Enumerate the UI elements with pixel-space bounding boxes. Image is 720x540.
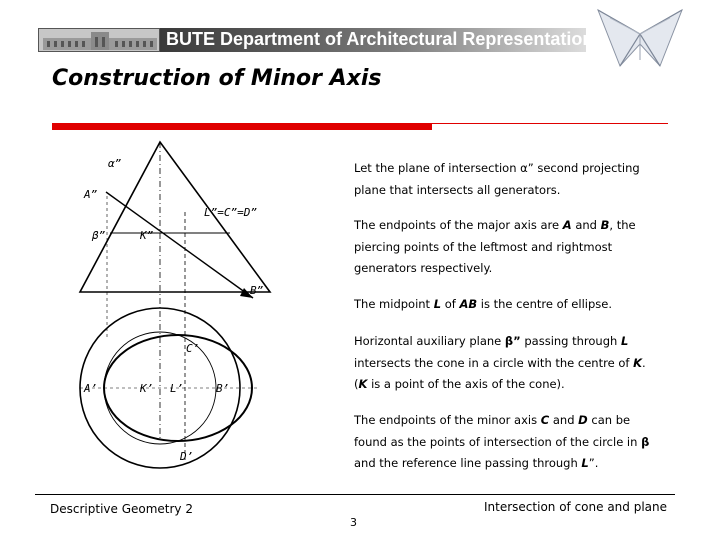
footer-topic: Intersection of cone and plane	[484, 500, 668, 514]
label-L2: L”=C”=D”	[204, 206, 257, 219]
paragraph-plane: Let the plane of intersection α” second projecting plane that intersects all generators.	[354, 161, 640, 197]
label-C1: C’	[186, 342, 200, 355]
footer-divider	[35, 494, 675, 495]
header-banner	[38, 28, 594, 52]
label-D1: D’	[180, 450, 194, 463]
label-A1: A’	[84, 382, 98, 395]
banner-title: BUTE Department of Architectural Representation	[166, 29, 594, 49]
label-beta: β”	[92, 229, 106, 242]
slide-title: Construction of Minor Axis	[52, 66, 382, 91]
title-underline-bar	[52, 123, 432, 130]
tent-roof-logo-icon	[590, 4, 690, 68]
page-number: 3	[350, 516, 357, 529]
banner-title-bar	[160, 28, 594, 52]
label-K1: K’	[140, 382, 154, 395]
building-image	[38, 28, 160, 52]
label-B2: B”	[250, 284, 264, 297]
footer-course: Descriptive Geometry 2	[50, 502, 193, 516]
cone-construction-drawing	[70, 140, 350, 480]
title-underline-line	[432, 123, 668, 124]
label-alpha: α”	[108, 157, 122, 170]
paragraph-auxiliary-plane: Horizontal auxiliary plane β” passing through L intersects the cone in a circle with the centre of K. (K is a point of the axis of the cone).	[354, 334, 646, 391]
building-icon	[39, 29, 161, 53]
paragraph-major-axis: The endpoints of the major axis are A and B, the piercing points of the leftmost and rightmost generators respectively.	[354, 218, 636, 275]
paragraph-midpoint: The midpoint L of AB is the centre of ellipse.	[354, 297, 612, 311]
paragraph-minor-axis: The endpoints of the minor axis C and D can be found as the points of intersection of the circle in β and the reference line passing through L”.	[354, 413, 650, 470]
label-K2: K”	[140, 229, 154, 242]
label-L1: L’	[170, 382, 184, 395]
label-A2: A”	[84, 188, 98, 201]
label-B1: B’	[216, 382, 230, 395]
